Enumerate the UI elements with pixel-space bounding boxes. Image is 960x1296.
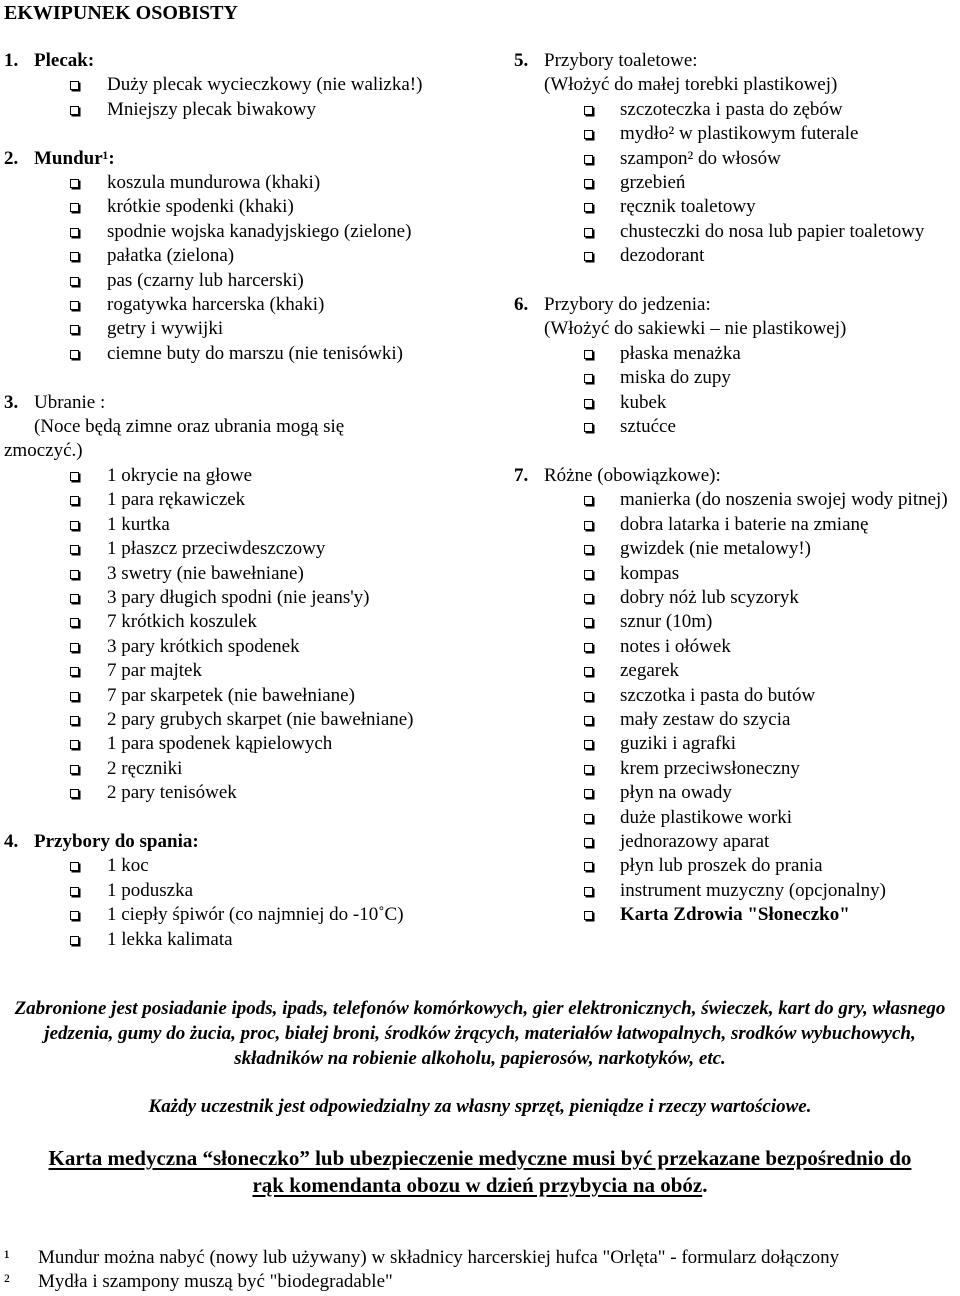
checkbox-icon[interactable] [70, 887, 79, 896]
list-item: krem przeciwsłoneczny [514, 757, 960, 781]
list-item: kubek [514, 391, 960, 415]
checkbox-icon[interactable] [584, 862, 593, 871]
checkbox-icon[interactable] [584, 740, 593, 749]
checkbox-icon[interactable] [584, 496, 593, 505]
checkbox-icon[interactable] [70, 106, 79, 115]
section-name: Mundur¹: [34, 147, 115, 169]
section-number: 3. [4, 391, 19, 413]
list-item: koszula mundurowa (khaki) [4, 171, 474, 195]
section-sleeping [4, 830, 474, 952]
list-item: 7 krótkich koszulek [4, 610, 474, 634]
list-item: Mniejszy plecak biwakowy [4, 98, 474, 122]
checkbox-icon[interactable] [70, 936, 79, 945]
checkbox-icon[interactable] [584, 155, 593, 164]
checkbox-icon[interactable] [70, 252, 79, 261]
list-item: mydło² w plastikowym futerale [514, 122, 960, 146]
list-item: 7 par skarpetek (nie bawełniane) [4, 684, 474, 708]
list-item: Karta Zdrowia "Słoneczko" [514, 903, 960, 927]
checkbox-icon[interactable] [584, 789, 593, 798]
checkbox-icon[interactable] [584, 814, 593, 823]
list-item: miska do zupy [514, 366, 960, 390]
checkbox-icon[interactable] [70, 570, 79, 579]
footnote-1 [4, 1246, 839, 1270]
list-item: 1 kurtka [4, 513, 474, 537]
list-item: 1 lekka kalimata [4, 928, 474, 952]
checkbox-icon[interactable] [70, 716, 79, 725]
checkbox-icon[interactable] [584, 618, 593, 627]
checkbox-icon[interactable] [584, 130, 593, 139]
checkbox-icon[interactable] [70, 179, 79, 188]
checkbox-icon[interactable] [584, 228, 593, 237]
section-note: (Noce będą zimne oraz ubrania mogą się [34, 416, 345, 438]
list-item: getry i wywijki [4, 317, 474, 341]
checkbox-icon[interactable] [70, 911, 79, 920]
section-name: Ubranie : [34, 391, 106, 413]
checkbox-icon[interactable] [584, 179, 593, 188]
checkbox-icon[interactable] [70, 301, 79, 310]
checkbox-icon[interactable] [70, 521, 79, 530]
list-item: płyn lub proszek do prania [514, 854, 960, 878]
checkbox-icon[interactable] [70, 325, 79, 334]
checkbox-icon[interactable] [70, 862, 79, 871]
checkbox-icon[interactable] [70, 545, 79, 554]
medical-notice-line1: Karta medyczna “słoneczko” lub ubezpieczenie medyczne musi być przekazane bezpośrednio do [48, 1146, 912, 1170]
medical-notice-line2: rąk komendanta obozu w dzień przybycia na obóz [252, 1173, 703, 1197]
checkbox-icon[interactable] [584, 350, 593, 359]
list-item: płyn na owady [514, 781, 960, 805]
section-number: 1. [4, 50, 19, 71]
section-clothing [4, 391, 474, 806]
section-heading [514, 49, 960, 73]
section-eating [514, 293, 960, 439]
section-misc [514, 464, 960, 928]
list-item: ręcznik toaletowy [514, 195, 960, 219]
section-heading [514, 464, 960, 488]
list-item: 3 pary długich spodni (nie jeans'y) [4, 586, 474, 610]
checkbox-icon[interactable] [70, 81, 79, 90]
list-item: 7 par majtek [4, 659, 474, 683]
list-item: mały zestaw do szycia [514, 708, 960, 732]
checkbox-icon[interactable] [70, 618, 79, 627]
checkbox-icon[interactable] [584, 521, 593, 530]
section-name: Przybory toaletowe: [544, 50, 698, 71]
checkbox-icon[interactable] [584, 643, 593, 652]
checkbox-icon[interactable] [584, 667, 593, 676]
section-backpack [4, 49, 474, 122]
list-item: dezodorant [514, 244, 960, 268]
list-item: rogatywka harcerska (khaki) [4, 293, 474, 317]
list-item: płaska menażka [514, 342, 960, 366]
section-toiletries [514, 49, 960, 269]
list-item: notes i ołówek [514, 635, 960, 659]
checkbox-icon[interactable] [70, 667, 79, 676]
checkbox-icon[interactable] [70, 643, 79, 652]
list-item: krótkie spodenki (khaki) [4, 195, 474, 219]
list-item: gwizdek (nie metalowy!) [514, 537, 960, 561]
footnote-text: Mydła i szampony muszą być "biodegradable" [38, 1271, 393, 1292]
section-number: 4. [4, 830, 19, 852]
list-item: dobra latarka i baterie na zmianę [514, 513, 960, 537]
section-number: 6. [514, 294, 529, 316]
section-uniform [4, 147, 474, 367]
list-item: instrument muzyczny (opcjonalny) [514, 879, 960, 903]
list-item: spodnie wojska kanadyjskiego (zielone) [4, 220, 474, 244]
checkbox-icon[interactable] [70, 228, 79, 237]
checkbox-icon[interactable] [70, 692, 79, 701]
checkbox-icon[interactable] [584, 374, 593, 383]
footnote-text: Mundur można nabyć (nowy lub używany) w składnicy harcerskiej hufca "Orlęta" - formularz dołączony [38, 1247, 840, 1268]
list-item: 3 swetry (nie bawełniane) [4, 562, 474, 586]
list-item: pałatka (zielona) [4, 244, 474, 268]
medical-card-notice [4, 1145, 956, 1199]
checkbox-icon[interactable] [70, 765, 79, 774]
list-item: sztućce [514, 415, 960, 439]
list-item: szczotka i pasta do butów [514, 684, 960, 708]
section-name: Przybory do spania: [34, 830, 199, 852]
checkbox-icon[interactable] [584, 594, 593, 603]
prohibition-notice: Zabronione jest posiadanie ipods, ipads, telefonów komórkowych, gier elektronicznych, świeczek, kart do gry, własnego jedzenia, gumy do żucia, proc, białej broni, środków żrących, materiałów łatwopalnych, srodków wybuchowych, składników na robienie alkoholu, papierosów, narkotyków, etc. [14, 998, 946, 1069]
list-item: Duży plecak wycieczkowy (nie walizka!) [4, 73, 474, 97]
list-item: 1 poduszka [4, 879, 474, 903]
checkbox-icon[interactable] [70, 740, 79, 749]
checkbox-icon[interactable] [70, 350, 79, 359]
section-number: 7. [514, 464, 529, 486]
list-item: szampon² do włosów [514, 147, 960, 171]
section-number: 5. [514, 50, 529, 71]
list-item: 1 para spodenek kąpielowych [4, 732, 474, 756]
list-item: guziki i agrafki [514, 732, 960, 756]
list-item: 3 pary krótkich spodenek [4, 635, 474, 659]
list-item: pas (czarny lub harcerski) [4, 269, 474, 293]
footnote-mark: ² [4, 1271, 10, 1292]
checkbox-icon[interactable] [584, 838, 593, 847]
section-heading [4, 391, 474, 415]
checkbox-icon[interactable] [584, 203, 593, 212]
section-note: (Włożyć do sakiewki – nie plastikowej) [544, 318, 847, 340]
section-heading [4, 49, 474, 73]
checkbox-icon[interactable] [70, 594, 79, 603]
list-item: 1 koc [4, 854, 474, 878]
page-title: EKWIPUNEK OSOBISTY [4, 2, 238, 24]
list-item: chusteczki do nosa lub papier toaletowy [514, 220, 960, 244]
list-item: manierka (do noszenia swojej wody pitnej) [514, 488, 960, 512]
left-column [4, 49, 474, 952]
list-item: zegarek [514, 659, 960, 683]
list-item: 1 ciepły śpiwór (co najmniej do -10˚C) [4, 903, 474, 927]
section-name: Różne (obowiązkowe): [544, 464, 721, 486]
section-note-continued: zmoczyć.) [4, 440, 83, 462]
list-item: 2 ręczniki [4, 757, 474, 781]
section-heading [4, 147, 474, 171]
checkbox-icon[interactable] [70, 203, 79, 212]
list-item: ciemne buty do marszu (nie tenisówki) [4, 342, 474, 366]
list-item: 1 okrycie na głowe [4, 464, 474, 488]
checkbox-icon[interactable] [70, 496, 79, 505]
list-item: duże plastikowe worki [514, 806, 960, 830]
checkbox-icon[interactable] [584, 545, 593, 554]
list-item: 1 płaszcz przeciwdeszczowy [4, 537, 474, 561]
checkbox-icon[interactable] [584, 692, 593, 701]
medical-notice-period: . [702, 1173, 708, 1197]
checkbox-icon[interactable] [584, 423, 593, 432]
list-item: kompas [514, 562, 960, 586]
checkbox-icon[interactable] [70, 789, 79, 798]
list-item: 2 pary grubych skarpet (nie bawełniane) [4, 708, 474, 732]
section-name: Plecak: [34, 50, 95, 71]
checkbox-icon[interactable] [70, 472, 79, 481]
checkbox-icon[interactable] [584, 252, 593, 261]
checkbox-icon[interactable] [584, 570, 593, 579]
checkbox-icon[interactable] [584, 911, 593, 920]
list-item: grzebień [514, 171, 960, 195]
checkbox-icon[interactable] [584, 765, 593, 774]
section-heading [514, 293, 960, 317]
checkbox-icon[interactable] [584, 887, 593, 896]
checkbox-icon[interactable] [584, 106, 593, 115]
list-item: 2 pary tenisówek [4, 781, 474, 805]
footnote-2 [4, 1270, 393, 1294]
checkbox-icon[interactable] [70, 277, 79, 286]
checkbox-icon[interactable] [584, 716, 593, 725]
section-name: Przybory do jedzenia: [544, 294, 711, 316]
section-note: (Włożyć do małej torebki plastikowej) [544, 74, 838, 96]
list-item: dobry nóż lub scyzoryk [514, 586, 960, 610]
right-column [514, 49, 960, 928]
responsibility-notice: Każdy uczestnik jest odpowiedzialny za własny sprzęt, pieniądze i rzeczy wartościowe. [148, 1096, 812, 1117]
list-item: sznur (10m) [514, 610, 960, 634]
list-item: szczoteczka i pasta do zębów [514, 98, 960, 122]
checkbox-icon[interactable] [584, 399, 593, 408]
section-heading [4, 830, 474, 854]
footnote-mark: ¹ [4, 1247, 10, 1268]
list-item: jednorazowy aparat [514, 830, 960, 854]
section-number: 2. [4, 147, 19, 169]
list-item: 1 para rękawiczek [4, 488, 474, 512]
